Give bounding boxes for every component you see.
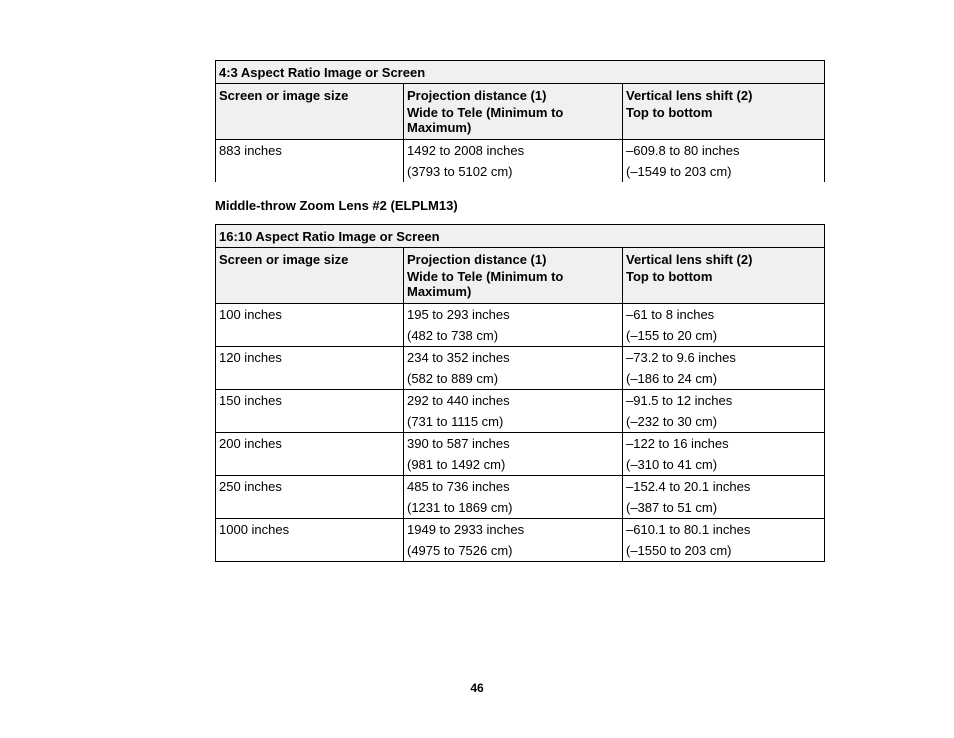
cell-shift-cm: (–155 to 20 cm)	[623, 325, 825, 347]
subheader-empty	[216, 105, 404, 140]
cell-shift-cm: (–232 to 30 cm)	[623, 411, 825, 433]
cell-shift-inches: –61 to 8 inches	[623, 304, 825, 326]
header-screen-size: Screen or image size	[216, 248, 404, 270]
cell-screen-size: 120 inches	[216, 347, 404, 390]
cell-distance-cm: (3793 to 5102 cm)	[404, 161, 623, 182]
cell-distance-inches: 292 to 440 inches	[404, 390, 623, 412]
cell-distance-inches: 234 to 352 inches	[404, 347, 623, 369]
table-body	[216, 140, 825, 183]
page-number: 46	[470, 681, 484, 695]
table-row	[216, 304, 825, 326]
aspect-16-10-table	[215, 224, 825, 562]
cell-distance-cm: (981 to 1492 cm)	[404, 454, 623, 476]
subheader-wide-to-tele: Wide to Tele (Minimum to Maximum)	[404, 269, 623, 304]
cell-shift-inches: –152.4 to 20.1 inches	[623, 476, 825, 498]
cell-distance-inches: 1949 to 2933 inches	[404, 519, 623, 541]
cell-shift-inches: –91.5 to 12 inches	[623, 390, 825, 412]
cell-screen-size: 100 inches	[216, 304, 404, 347]
subheader-empty	[216, 269, 404, 304]
table-title: 4:3 Aspect Ratio Image or Screen	[216, 61, 825, 84]
cell-shift-inches: –610.1 to 80.1 inches	[623, 519, 825, 541]
cell-shift-inches: –122 to 16 inches	[623, 433, 825, 455]
table-row	[216, 140, 825, 162]
cell-screen-size: 200 inches	[216, 433, 404, 476]
header-projection-distance: Projection distance (1)	[404, 248, 623, 270]
cell-distance-cm: (731 to 1115 cm)	[404, 411, 623, 433]
subheader-wide-to-tele: Wide to Tele (Minimum to Maximum)	[404, 105, 623, 140]
cell-screen-size: 250 inches	[216, 476, 404, 519]
cell-shift-cm: (–1550 to 203 cm)	[623, 540, 825, 562]
table-title-row	[216, 61, 825, 84]
cell-distance-inches: 195 to 293 inches	[404, 304, 623, 326]
cell-shift-cm: (–387 to 51 cm)	[623, 497, 825, 519]
cell-screen-size: 150 inches	[216, 390, 404, 433]
table-row	[216, 433, 825, 455]
subheader-top-to-bottom: Top to bottom	[623, 105, 825, 140]
table-title-row	[216, 225, 825, 248]
header-vertical-lens-shift: Vertical lens shift (2)	[623, 84, 825, 106]
cell-shift-cm: (–1549 to 203 cm)	[623, 161, 825, 182]
table-row	[216, 390, 825, 412]
cell-distance-cm: (4975 to 7526 cm)	[404, 540, 623, 562]
table-row	[216, 347, 825, 369]
cell-distance-inches: 1492 to 2008 inches	[404, 140, 623, 162]
cell-distance-cm: (482 to 738 cm)	[404, 325, 623, 347]
subheader-top-to-bottom: Top to bottom	[623, 269, 825, 304]
cell-shift-inches: –73.2 to 9.6 inches	[623, 347, 825, 369]
cell-screen-size: 1000 inches	[216, 519, 404, 562]
cell-distance-cm: (1231 to 1869 cm)	[404, 497, 623, 519]
table-subheader-row	[216, 269, 825, 304]
table-subheader-row	[216, 105, 825, 140]
table-header-row	[216, 248, 825, 270]
cell-shift-cm: (–186 to 24 cm)	[623, 368, 825, 390]
table-row	[216, 476, 825, 498]
cell-distance-cm: (582 to 889 cm)	[404, 368, 623, 390]
aspect-4-3-table	[215, 60, 825, 182]
table-row	[216, 519, 825, 541]
cell-screen-size: 883 inches	[216, 140, 404, 183]
table-body	[216, 304, 825, 562]
cell-shift-cm: (–310 to 41 cm)	[623, 454, 825, 476]
cell-distance-inches: 485 to 736 inches	[404, 476, 623, 498]
cell-distance-inches: 390 to 587 inches	[404, 433, 623, 455]
table-header-row	[216, 84, 825, 106]
header-screen-size: Screen or image size	[216, 84, 404, 106]
header-vertical-lens-shift: Vertical lens shift (2)	[623, 248, 825, 270]
table-title: 16:10 Aspect Ratio Image or Screen	[216, 225, 825, 248]
header-projection-distance: Projection distance (1)	[404, 84, 623, 106]
cell-shift-inches: –609.8 to 80 inches	[623, 140, 825, 162]
section-heading: Middle-throw Zoom Lens #2 (ELPLM13)	[215, 198, 458, 213]
